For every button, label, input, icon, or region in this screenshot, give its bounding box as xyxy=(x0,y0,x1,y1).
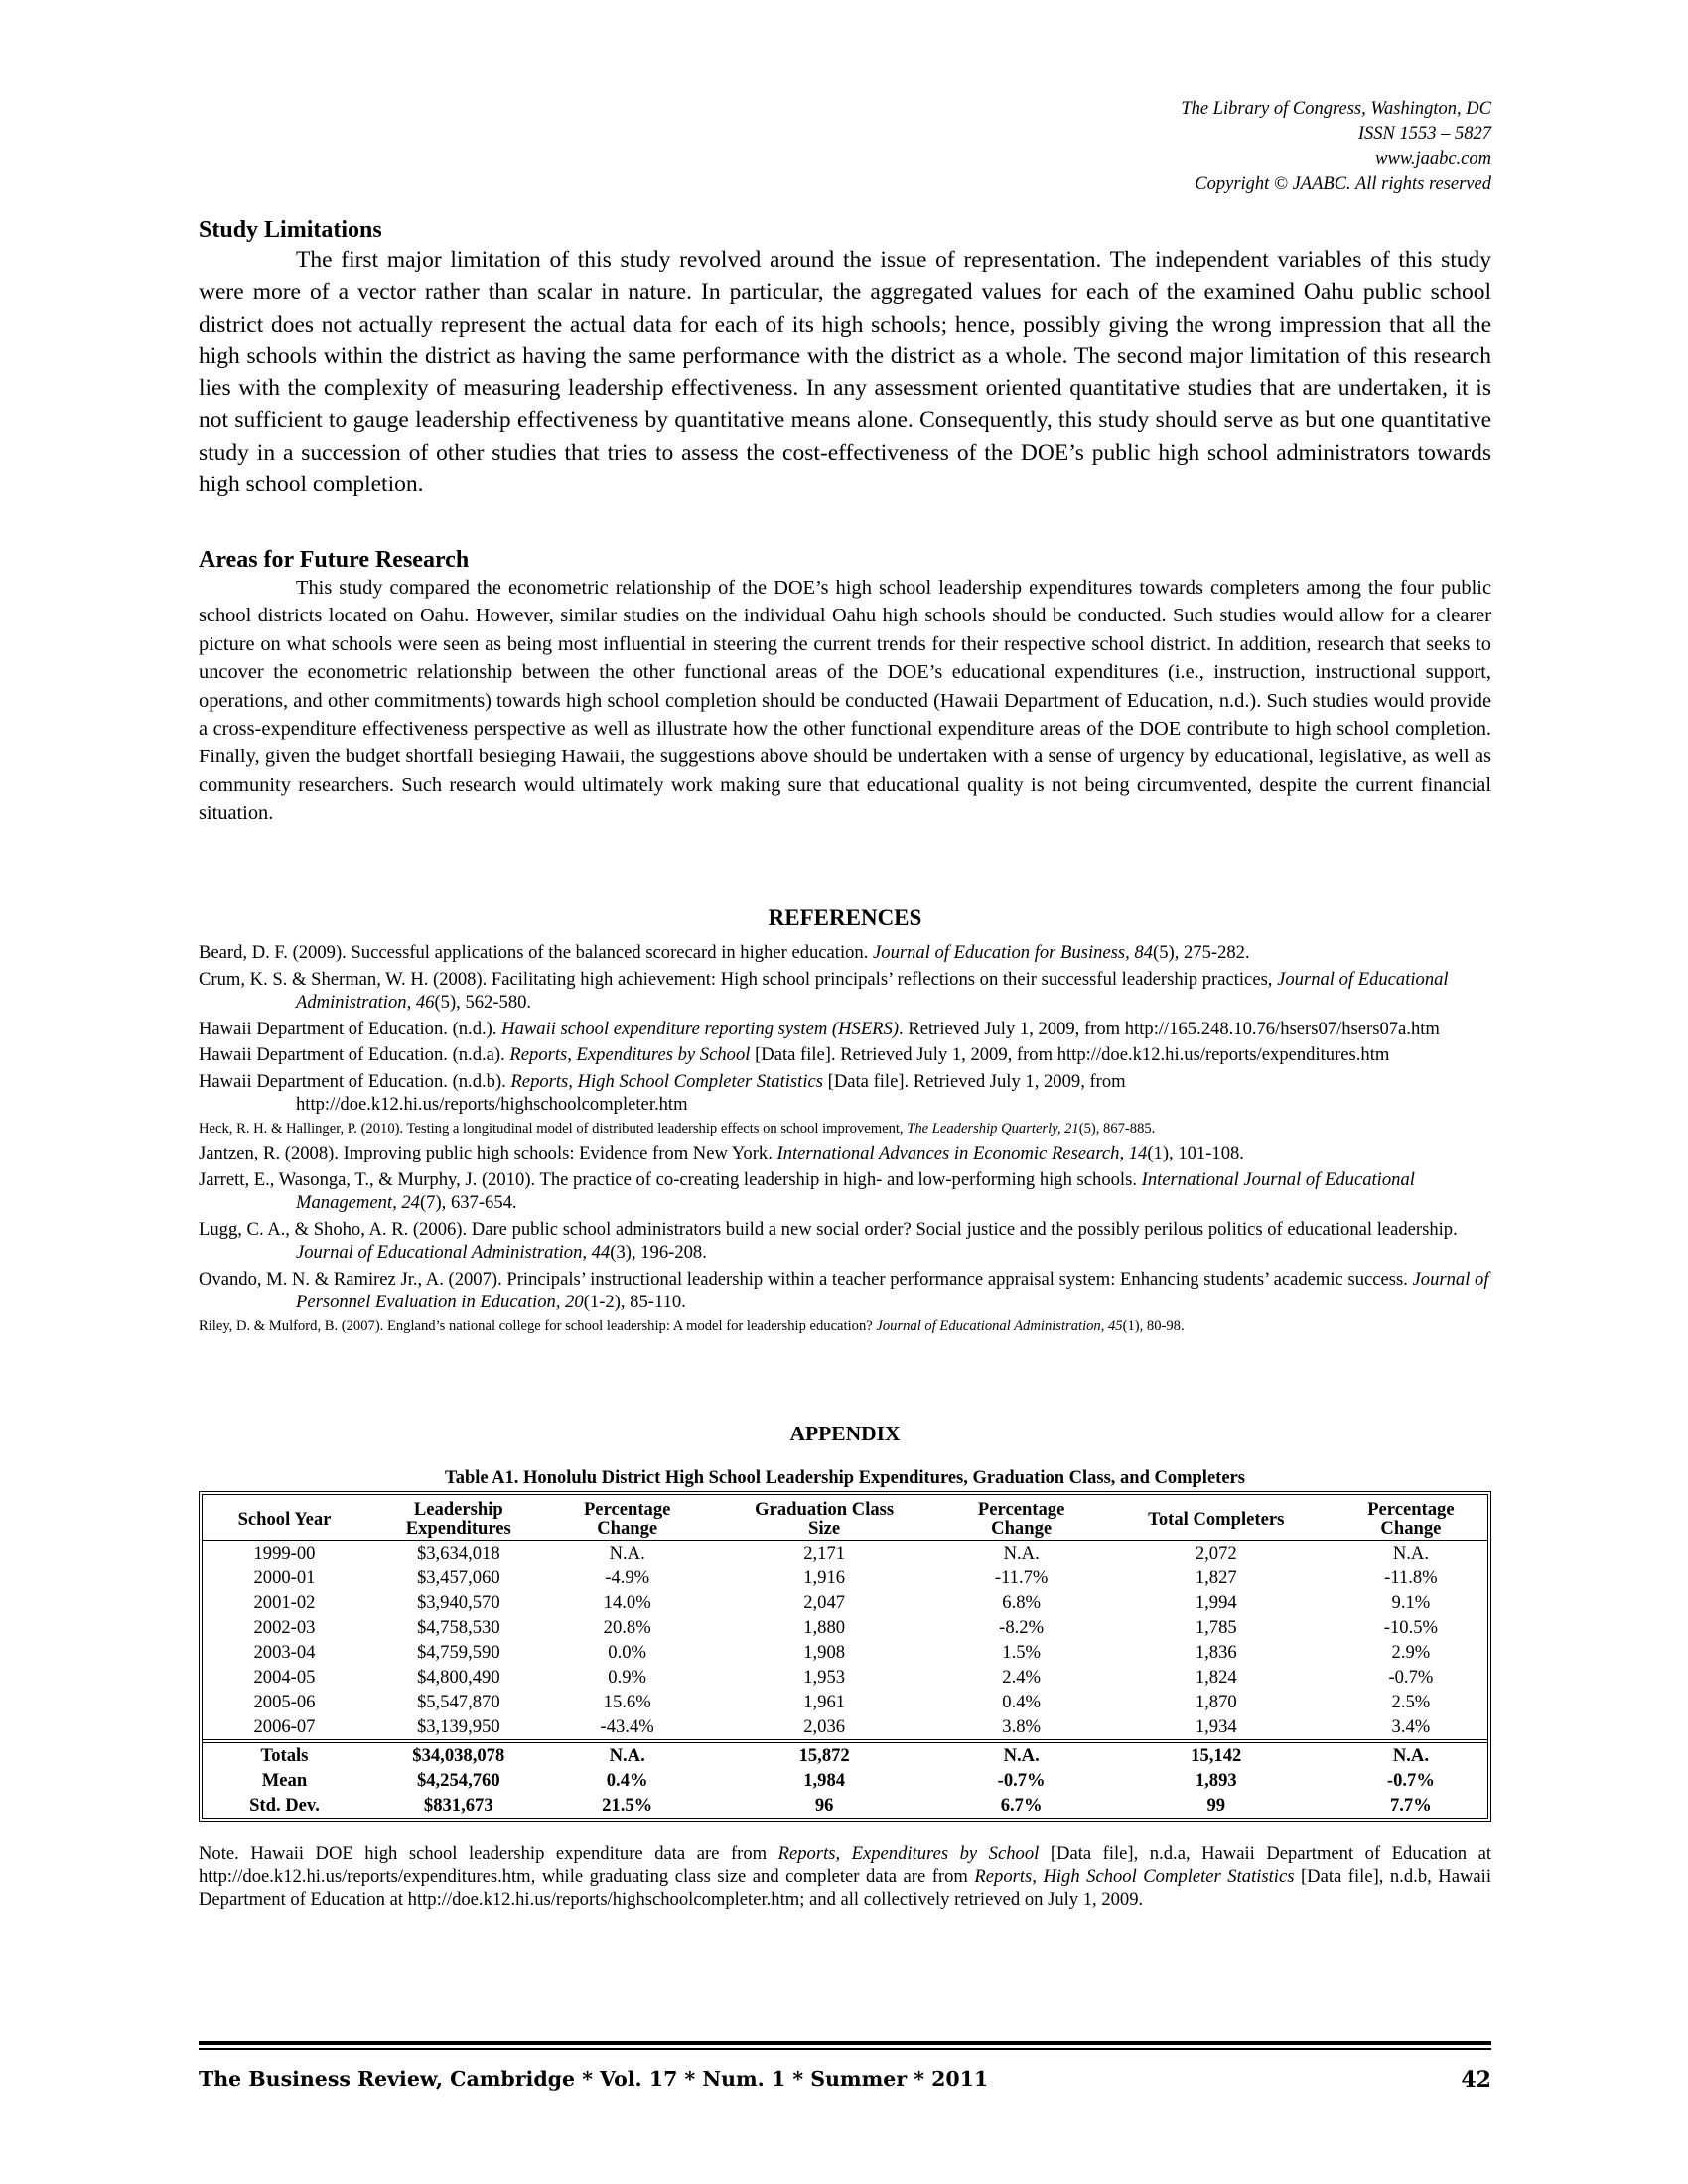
table-cell: 2003-04 xyxy=(253,1641,316,1663)
table-cell: 6.8% xyxy=(1002,1591,1041,1613)
table-summary-row xyxy=(203,1793,1487,1818)
table-cell: 1,916 xyxy=(803,1567,846,1588)
reference-source: Journal of Education for Business, 84 xyxy=(873,942,1154,963)
table-cell: $4,254,760 xyxy=(416,1769,500,1791)
table-cell: $4,759,590 xyxy=(416,1641,500,1663)
table-cell: 1,984 xyxy=(803,1769,846,1791)
table-header-row xyxy=(203,1495,1487,1541)
table-cell: $3,139,950 xyxy=(416,1715,500,1737)
table-cell: 99 xyxy=(1206,1794,1226,1816)
table-cell: 15.6% xyxy=(603,1691,651,1712)
table-cell: -11.7% xyxy=(994,1567,1049,1588)
table-cell: $4,800,490 xyxy=(416,1666,500,1688)
table-cell: $3,457,060 xyxy=(416,1567,500,1588)
document-page xyxy=(199,0,1491,2184)
data-table xyxy=(203,1495,1487,1818)
table-cell: Totals xyxy=(260,1744,309,1766)
table-column-header: School Year xyxy=(237,1508,332,1530)
table-cell: -8.2% xyxy=(999,1616,1045,1638)
table-cell: 2001-02 xyxy=(253,1591,316,1613)
table-cell: 21.5% xyxy=(602,1794,653,1816)
table-cell: 7.7% xyxy=(1389,1794,1432,1816)
table-cell: -10.5% xyxy=(1383,1616,1439,1638)
table-row xyxy=(203,1590,1487,1615)
table-cell: 2,072 xyxy=(1195,1542,1237,1564)
table-cell: 2,047 xyxy=(803,1591,846,1613)
table-row xyxy=(203,1615,1487,1640)
table-cell: 1,836 xyxy=(1195,1641,1237,1663)
table-summary-row xyxy=(203,1768,1487,1793)
table-cell: 2.9% xyxy=(1391,1641,1431,1663)
table-cell: 0.9% xyxy=(608,1666,647,1688)
table-cell: 2000-01 xyxy=(253,1567,316,1588)
section-title: Study Limitations xyxy=(199,217,382,243)
table-cell: N.A. xyxy=(609,1542,645,1564)
table-cell: 3.4% xyxy=(1391,1715,1431,1737)
table-cell: -0.7% xyxy=(997,1769,1046,1791)
reference-source: Journal of Educational Administration, 44 xyxy=(296,1242,611,1263)
table-row xyxy=(203,1566,1487,1590)
reference-item: Heck, R. H. & Hallinger, P. (2010). Testing a longitudinal model of distributed leadership effects on school improvement, The Leadership Quarterly, 21(5), 867-885. xyxy=(199,1120,1156,1137)
table-cell: 2006-07 xyxy=(253,1715,316,1737)
table-body xyxy=(203,1541,1487,1819)
table-row xyxy=(203,1665,1487,1690)
table-cell: -11.8% xyxy=(1384,1567,1438,1588)
table-cell: $831,673 xyxy=(423,1794,493,1816)
table-cell: 1999-00 xyxy=(253,1542,316,1564)
table-cell: 1,994 xyxy=(1195,1591,1237,1613)
section-study-limitations xyxy=(199,216,1491,500)
table-cell: 1,961 xyxy=(803,1691,846,1712)
footer-rule xyxy=(199,2041,1491,2050)
table-row xyxy=(203,1541,1487,1567)
table-cell: Mean xyxy=(261,1769,308,1791)
table-cell: 1,785 xyxy=(1195,1616,1237,1638)
reference-item: Hawaii Department of Education. (n.d.). Hawaii school expenditure reporting system (HSERS). Retrieved July 1, 2009, from http://165.248.10.76/hsers07/hsers07a.htm xyxy=(199,1018,1440,1039)
section-future-research xyxy=(199,546,1491,828)
table-cell: N.A. xyxy=(1003,1542,1040,1564)
note-label: Note. xyxy=(199,1843,239,1864)
table-cell: 2,171 xyxy=(803,1542,846,1564)
data-table-frame xyxy=(199,1491,1491,1822)
note-source: Reports, Expenditures by School xyxy=(777,1843,1040,1864)
table-cell: 15,872 xyxy=(798,1744,850,1766)
table-column-header: Percentage Change xyxy=(1367,1499,1455,1539)
table-caption: Table A1. Honolulu District High School Leadership Expenditures, Graduation Class, and Completers xyxy=(445,1468,1245,1488)
page-number: 42 xyxy=(1461,2067,1491,2093)
table-column-header: Leadership Expenditures xyxy=(405,1499,511,1539)
table-row xyxy=(203,1640,1487,1665)
table-cell: 1,934 xyxy=(1195,1715,1237,1737)
references-title: REFERENCES xyxy=(768,905,922,930)
reference-item: Hawaii Department of Education. (n.d.a). Reports, Expenditures by School [Data file]. Retrieved July 1, 2009, from http://doe.k12.hi.us/reports/expenditures.htm xyxy=(199,1044,1390,1065)
table-row xyxy=(203,1714,1487,1741)
table-cell: 14.0% xyxy=(603,1591,651,1613)
table-cell: 1,870 xyxy=(1195,1691,1237,1712)
table-summary-row xyxy=(203,1741,1487,1768)
reference-item: Jantzen, R. (2008). Improving public high schools: Evidence from New York. International Advances in Economic Research, 14(1), 101-108. xyxy=(199,1143,1244,1163)
table-cell: 1,953 xyxy=(803,1666,846,1688)
table-cell: -0.7% xyxy=(1388,1666,1434,1688)
table-cell: -43.4% xyxy=(600,1715,654,1737)
table-cell: 1.5% xyxy=(1002,1641,1041,1663)
reference-item: Hawaii Department of Education. (n.d.b). Reports, High School Completer Statistics [Data file]. Retrieved July 1, 2009, from http://doe.k12.hi.us/reports/highschoolcompleter.htm xyxy=(199,1070,1126,1115)
page-footer xyxy=(199,2067,1491,2091)
table-column-header: Percentage Change xyxy=(977,1499,1065,1539)
table-cell: 20.8% xyxy=(603,1616,651,1638)
table-cell: 96 xyxy=(814,1794,834,1816)
table-column-header: Graduation Class Size xyxy=(755,1499,895,1539)
table-cell: $34,038,078 xyxy=(412,1744,505,1766)
reference-source: Journal of Educational Administration, 46 xyxy=(296,968,1449,1013)
table-cell: 1,893 xyxy=(1195,1769,1237,1791)
table-cell: 2,036 xyxy=(803,1715,846,1737)
table-cell: 2005-06 xyxy=(253,1691,316,1712)
table-cell: 2.5% xyxy=(1391,1691,1431,1712)
table-cell: 3.8% xyxy=(1002,1715,1041,1737)
table-column-header: Total Completers xyxy=(1148,1508,1285,1530)
note-source: Reports, High School Completer Statistics xyxy=(974,1866,1295,1887)
table-cell: N.A. xyxy=(609,1744,645,1766)
table-cell: 2002-03 xyxy=(253,1616,316,1638)
paragraph: This study compared the econometric relationship of the DOE’s high school leadership expenditures towards completers among the four public school districts located on Oahu. However, similar studies on the individual Oahu high schools should be conducted. Such studies would allow for a clearer picture on what schools were seen as being most influential in steering the current trends for their respective school district. In addition, research that seeks to uncover the econometric relationship between the other functional areas of the DOE’s educational expenditures (i.e., instruction, instructional support, operations, and other commitments) towards high school completion should be conducted (Hawaii Department of Education, n.d.). Such studies would provide a cross-expenditure effectiveness perspective as well as illustrate how the other functional expenditure areas of the DOE contribute to high school completion. Finally, given the budget shortfall besieging Hawaii, the suggestions above should be undertaken with a sense of urgency by educational, legislative, as well as community researchers. Such research would ultimately work making sure that educational quality is not being circumvented, despite the current financial situation. xyxy=(199,577,1491,825)
header-website: www.jaabc.com xyxy=(1375,149,1491,169)
header-line: The Library of Congress, Washington, DC xyxy=(1181,99,1491,119)
table-cell: 1,908 xyxy=(803,1641,846,1663)
table-cell: Std. Dev. xyxy=(249,1794,320,1816)
reference-item: Ovando, M. N. & Ramirez Jr., A. (2007). Principals’ instructional leadership within a teacher performance appraisal system: Enhancing students’ academic success. Journal of Personnel Evaluation in Education, 20(1-2), 85-110. xyxy=(199,1268,1489,1312)
reference-source: International Journal of Educational Management, 24 xyxy=(296,1168,1415,1213)
table-column-header: Percentage Change xyxy=(583,1499,671,1539)
table-cell: $3,940,570 xyxy=(416,1591,500,1613)
table-cell: N.A. xyxy=(1392,1542,1429,1564)
reference-source: Hawaii school expenditure reporting system (HSERS) xyxy=(501,1018,900,1039)
paragraph: The first major limitation of this study revolved around the issue of representation. The independent variables of this study were more of a vector rather than scalar in nature. In particular, the aggregated values for each of the examined Oahu public school district does not actually represent the actual data for each of its high schools; hence, possibly giving the wrong impression that all the high schools within the district as having the same performance with the district as a whole. The second major limitation of this research lies with the complexity of measuring leadership effectiveness. In any assessment oriented quantitative studies that are undertaken, it is not sufficient to gauge leadership effectiveness by quantitative means alone. Consequently, this study should serve as but one quantitative study in a succession of other studies that tries to assess the cost-effectiveness of the DOE’s public high school administrators towards high school completion. xyxy=(199,247,1491,498)
reference-item: Crum, K. S. & Sherman, W. H. (2008). Facilitating high achievement: High school principals’ reflections on their successful leadership practices, Journal of Educational Administration, 46(5), 562-580. xyxy=(199,968,1449,1013)
table-cell: -4.9% xyxy=(605,1567,650,1588)
section-title: Areas for Future Research xyxy=(199,547,470,573)
reference-item: Jarrett, E., Wasonga, T., & Murphy, J. (2010). The practice of co-creating leadership in high- and low-performing high schools. International Journal of Educational Management, 24(7), 637-654. xyxy=(199,1168,1415,1213)
table-cell: -0.7% xyxy=(1386,1769,1435,1791)
table-cell: 2.4% xyxy=(1002,1666,1041,1688)
reference-source: Journal of Personnel Evaluation in Education, 20 xyxy=(296,1268,1489,1312)
reference-source: The Leadership Quarterly, 21 xyxy=(907,1120,1079,1137)
table-cell: N.A. xyxy=(1392,1744,1429,1766)
table-cell: 0.4% xyxy=(1002,1691,1041,1712)
table-cell: 1,824 xyxy=(1195,1666,1237,1688)
table-cell: 1,880 xyxy=(803,1616,846,1638)
table-cell: $5,547,870 xyxy=(416,1691,500,1712)
reference-source: International Advances in Economic Research, 14 xyxy=(776,1143,1148,1163)
footer-journal: The Business Review, Cambridge * Vol. 17 * Num. 1 * Summer * 2011 xyxy=(199,2067,989,2091)
reference-source: Reports, High School Completer Statistics xyxy=(510,1070,823,1092)
reference-item: Beard, D. F. (2009). Successful applications of the balanced scorecard in higher education. Journal of Education for Business, 84(5), 275-282. xyxy=(199,942,1250,963)
table-cell: 9.1% xyxy=(1391,1591,1431,1613)
table-cell: $3,634,018 xyxy=(416,1542,500,1564)
table-note: Note. Hawaii DOE high school leadership expenditure data are from Reports, Expenditures by School [Data file], n.d.a, Hawaii Department of Education at http://doe.k12.hi.us/reports/expenditures.htm, while graduating class size and completer data are from Reports, High School Completer Statistics [Data file], n.d.b, Hawaii Department of Education at http://doe.k12.hi.us/reports/highschoolcompleter.htm; and all collectively retrieved on July 1, 2009. xyxy=(199,1843,1492,1910)
table-cell: 1,827 xyxy=(1195,1567,1237,1588)
table-cell: $4,758,530 xyxy=(416,1616,500,1638)
reference-item: Lugg, C. A., & Shoho, A. R. (2006). Dare public school administrators build a new social order? Social justice and the possibly perilous politics of educational leadership. Journal of Educational Administration, 44(3), 196-208. xyxy=(199,1218,1458,1263)
header-copyright: Copyright © JAABC. All rights reserved xyxy=(1195,174,1491,194)
journal-header xyxy=(1181,97,1491,197)
table-cell: 2004-05 xyxy=(253,1666,316,1688)
table-row xyxy=(203,1690,1487,1714)
table-cell: 15,142 xyxy=(1191,1744,1242,1766)
reference-source: Journal of Educational Administration, 45 xyxy=(876,1317,1123,1334)
table-cell: N.A. xyxy=(1003,1744,1040,1766)
header-issn: ISSN 1553 – 5827 xyxy=(1357,124,1491,144)
table-cell: 0.4% xyxy=(606,1769,648,1791)
appendix-title: APPENDIX xyxy=(789,1422,901,1445)
table-cell: 0.0% xyxy=(608,1641,647,1663)
reference-source: Reports, Expenditures by School xyxy=(509,1044,751,1065)
table-cell: 6.7% xyxy=(1000,1794,1043,1816)
references-list xyxy=(199,941,1491,1339)
reference-item: Riley, D. & Mulford, B. (2007). England’s national college for school leadership: A model for leadership education? Journal of Educational Administration, 45(1), 80-98. xyxy=(199,1317,1185,1334)
